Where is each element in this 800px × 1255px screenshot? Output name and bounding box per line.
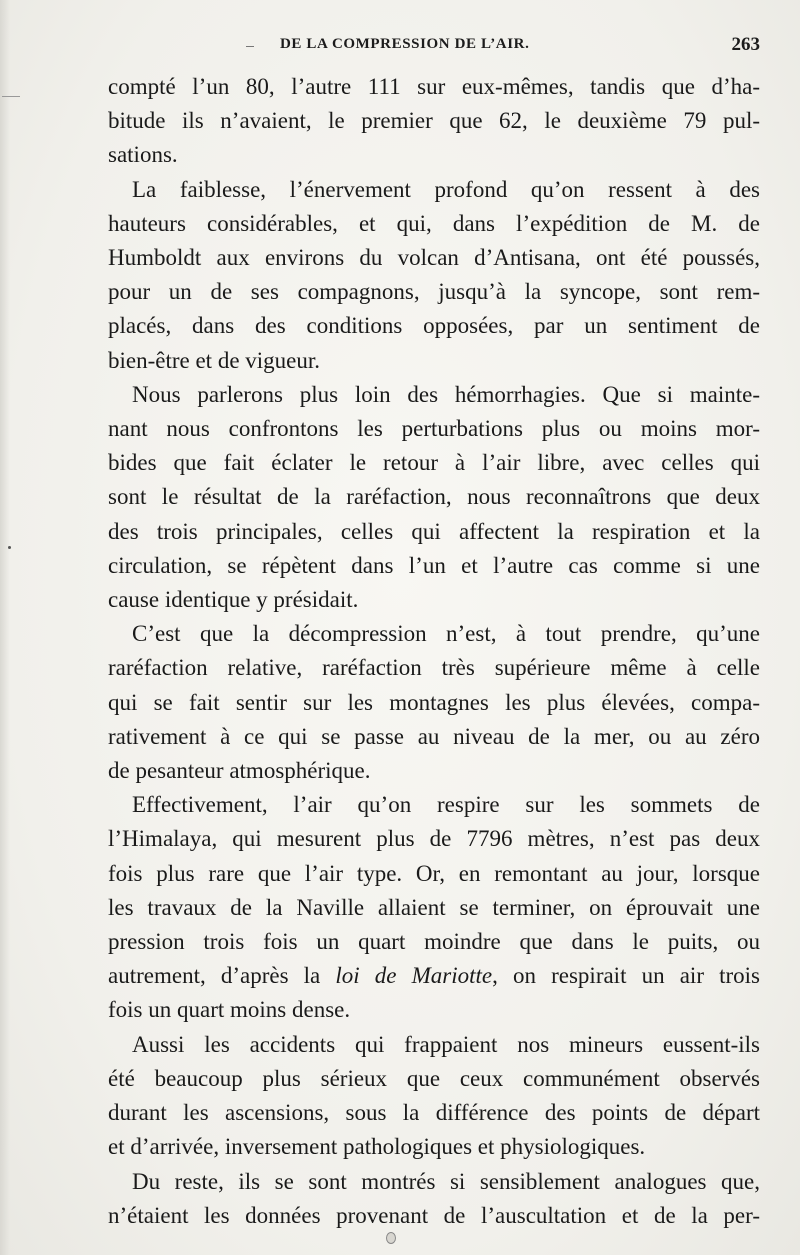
text-line: fois un quart moins dense. (108, 997, 351, 1023)
text-line: et d’arrivée, inversement pathologiques et physiologiques. (108, 1134, 646, 1160)
running-title: DE LA COMPRESSION DE L’AIR. (280, 36, 530, 52)
text-line: Nous parlerons plus loin des hémorrhagies. Que si mainte- (132, 381, 760, 407)
text-line: fois plus rare que l’air type. Or, en remontant au jour, lorsque (108, 860, 760, 886)
text-line: circulation, se répètent dans l’un et l’autre cas comme si une (108, 552, 760, 578)
text-line: pression trois fois un quart moindre que dans le puits, ou (108, 929, 760, 955)
paragraph-1 (108, 70, 760, 173)
text-line: sont le résultat de la raréfaction, nous reconnaîtrons que deux (108, 484, 760, 510)
paragraph-5 (108, 788, 760, 1027)
italic-phrase: loi de Mariotte (335, 963, 493, 989)
text-line: pour un de ses compagnons, jusqu’à la syncope, sont rem- (108, 279, 760, 305)
text-line-with-italic (108, 959, 760, 993)
text-fragment: , on respirait un air trois (492, 963, 760, 989)
text-line: cause identique y présidait. (108, 587, 359, 613)
printer-mark (386, 1232, 396, 1244)
text-line: placés, dans des conditions opposées, par un sentiment de (108, 313, 760, 339)
text-line: Aussi les accidents qui frappaient nos mineurs eussent-ils (132, 1031, 760, 1057)
text-line: bien-être et de vigueur. (108, 347, 321, 373)
text-line: compté l’un 80, l’autre 111 sur eux-mêmes, tandis que d’ha- (108, 74, 760, 99)
running-head (108, 34, 760, 60)
page-number: 263 (731, 34, 760, 55)
text-line: qui se fait sentir sur les montagnes les plus élevées, compa- (108, 689, 760, 715)
header-dash (246, 46, 254, 47)
text-line: La faiblesse, l’énervement profond qu’on ressent à des (132, 176, 760, 202)
text-line: durant les ascensions, sous la différence des points de départ (108, 1100, 760, 1126)
paragraph-6 (108, 1028, 760, 1165)
text-line: Du reste, ils se sont montrés si sensiblement analogues que, (132, 1168, 760, 1194)
text-line: été beaucoup plus sérieux que ceux communément observés (108, 1065, 760, 1091)
text-line: raréfaction relative, raréfaction très supérieure même à celle (108, 655, 760, 681)
text-line: les travaux de la Naville allaient se terminer, on éprouvait une (108, 894, 760, 920)
margin-mark (2, 96, 20, 97)
text-line: l’Himalaya, qui mesurent plus de 7796 mètres, n’est pas deux (108, 826, 760, 852)
paragraph-4 (108, 617, 760, 788)
text-fragment: autrement, d’après la (108, 963, 336, 989)
text-line: n’étaient les données provenant de l’auscultation et de la per- (108, 1202, 760, 1228)
paragraph-3 (108, 378, 760, 617)
text-line: bides que fait éclater le retour à l’air libre, avec celles qui (108, 450, 760, 476)
text-line: rativement à ce qui se passe au niveau de la mer, ou au zéro (108, 723, 760, 749)
margin-dot (8, 546, 11, 549)
text-line: sations. (108, 142, 178, 168)
page-edge-shadow (0, 0, 10, 1255)
text-line: de pesanteur atmosphérique. (108, 758, 371, 784)
paragraph-7 (108, 1165, 760, 1233)
text-line: C’est que la décompression n’est, à tout prendre, qu’une (132, 621, 760, 647)
text-line: bitude ils n’avaient, le premier que 62, le deuxième 79 pul- (108, 108, 760, 134)
text-line: des trois principales, celles qui affectent la respiration et la (108, 518, 760, 544)
text-line: Humboldt aux environs du volcan d’Antisana, ont été poussés, (108, 245, 760, 271)
body-text (108, 70, 760, 1233)
text-line: hauteurs considérables, et qui, dans l’expédition de M. de (108, 210, 760, 236)
text-line: Effectivement, l’air qu’on respire sur les sommets de (132, 792, 760, 818)
text-line: nant nous confrontons les perturbations plus ou moins mor- (108, 416, 760, 442)
paragraph-2 (108, 173, 760, 378)
